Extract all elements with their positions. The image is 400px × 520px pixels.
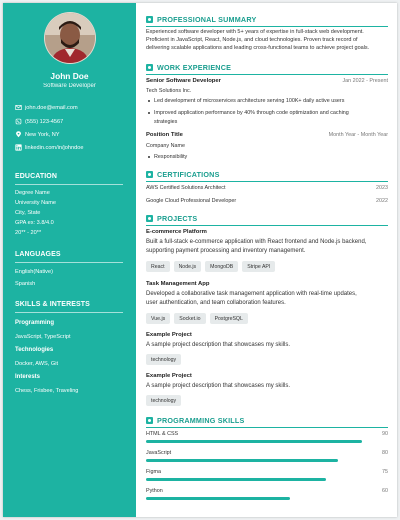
tech-tag: MongoDB — [205, 261, 238, 272]
summary-line: delivering scalable applications and leading cross-functional teams to achieve project goals. — [146, 45, 370, 51]
linkedin-icon — [15, 144, 22, 151]
tech-tag: PostgreSQL — [210, 313, 248, 324]
tech-tag: Node.js — [174, 261, 202, 272]
project-desc: supporting payment processing and inventory management. — [146, 248, 306, 254]
skill-name: Python — [146, 488, 163, 494]
contact-linkedin-text: linkedin.com/in/johndoe — [25, 144, 84, 151]
certification-name: AWS Certified Solutions Architect — [146, 185, 226, 191]
skill-group-title: Interests — [15, 374, 41, 380]
programming-skills-section-icon — [146, 417, 153, 424]
project-desc: A sample project description that showcases my skills. — [146, 342, 291, 348]
contact-location — [15, 131, 60, 138]
phone-icon — [15, 118, 22, 125]
project-tags — [146, 261, 275, 272]
job-dates: Jan 2022 - Present — [342, 78, 388, 84]
skill-bar — [146, 497, 386, 500]
location-icon — [15, 131, 22, 138]
experience-heading — [146, 63, 231, 72]
skill-bar-fill — [146, 440, 362, 443]
project-desc: Built a full-stack e-commerce application with React frontend and Node.js backend, — [146, 239, 367, 245]
skill-bar-fill — [146, 459, 338, 462]
languages-heading: LANGUAGES — [15, 251, 61, 258]
projects-heading-text: PROJECTS — [157, 214, 198, 223]
profile-name: John Doe — [50, 71, 89, 81]
project-tags — [146, 313, 248, 324]
contact-location-text: New York, NY — [25, 131, 60, 138]
experience-heading-text: WORK EXPERIENCE — [157, 63, 232, 72]
experience-divider — [146, 74, 388, 75]
education-line: University Name — [15, 200, 57, 206]
summary-heading-text: PROFESSIONAL SUMMARY — [157, 15, 257, 24]
email-icon — [15, 104, 22, 111]
skill-value: 60 — [382, 488, 388, 494]
tech-tag: React — [146, 261, 170, 272]
skill-group-title: Programming — [15, 320, 55, 326]
skill-bar — [146, 440, 386, 443]
sidebar — [3, 3, 136, 517]
education-heading: EDUCATION — [15, 173, 57, 180]
education-line: City, State — [15, 210, 41, 216]
profile-title: Software Developer — [43, 83, 96, 89]
skill-value: 80 — [382, 450, 388, 456]
summary-divider — [146, 26, 388, 27]
job-company: Company Name — [146, 143, 185, 149]
projects-section-icon — [146, 215, 153, 222]
certifications-section-icon — [146, 171, 153, 178]
projects-heading — [146, 214, 197, 223]
skill-name: HTML & CSS — [146, 431, 179, 437]
project-name: Task Management App — [146, 281, 210, 287]
skill-group-text: Docker, AWS, Git — [15, 361, 58, 367]
project-name: E-commerce Platform — [146, 229, 207, 235]
job-company: Tech Solutions Inc. — [146, 88, 192, 94]
education-line: Degree Name — [15, 190, 50, 196]
skill-bar — [146, 459, 386, 462]
projects-divider — [146, 225, 388, 226]
certification-year: 2023 — [376, 185, 388, 191]
certification-name: Google Cloud Professional Developer — [146, 198, 237, 204]
languages-divider — [15, 262, 123, 263]
tech-tag: Socket.io — [174, 313, 205, 324]
resume-page — [3, 3, 397, 517]
skills-interests-heading: SKILLS & INTERESTS — [15, 301, 90, 308]
job-title: Position Title — [146, 132, 183, 138]
experience-section-icon — [146, 64, 153, 71]
project-tags — [146, 354, 181, 365]
job-dates: Month Year - Month Year — [328, 132, 388, 138]
skill-value: 90 — [382, 431, 388, 437]
summary-section-icon — [146, 16, 153, 23]
project-name: Example Project — [146, 373, 192, 379]
summary-line: Experienced software developer with 5+ years of expertise in full-stack web development. — [146, 29, 364, 35]
skill-name: Figma — [146, 469, 161, 475]
skill-bar-fill — [146, 497, 290, 500]
certifications-heading — [146, 170, 220, 179]
skill-group-text: JavaScript, TypeScript — [15, 334, 71, 340]
avatar — [44, 12, 96, 64]
skill-group-text: Chess, Frisbee, Traveling — [15, 388, 79, 394]
skill-bar — [146, 478, 386, 481]
education-line: GPA ex: 3.8/4.0 — [15, 220, 54, 226]
job-bullet-continuation: strategies — [154, 119, 178, 125]
job-bullet: Improved application performance by 40% through code optimization and caching — [154, 109, 386, 117]
tech-tag: Vue.js — [146, 313, 170, 324]
project-desc: Developed a collaborative task management application with real-time updates, — [146, 291, 357, 297]
programming-skills-heading-text: PROGRAMMING SKILLS — [157, 416, 245, 425]
job-bullet: Led development of microservices architecture serving 100K+ daily active users — [154, 97, 386, 105]
language-item: English(Native) — [15, 269, 53, 275]
tech-tag: technology — [146, 395, 181, 406]
skill-value: 75 — [382, 469, 388, 475]
job-bullet: Responsibility — [154, 153, 386, 161]
certifications-divider — [146, 181, 388, 182]
skills-interests-divider — [15, 312, 123, 313]
contact-email-text: john.doe@email.com — [25, 104, 78, 111]
tech-tag: Stripe API — [242, 261, 275, 272]
skill-group-title: Technologies — [15, 347, 54, 353]
project-desc: user authentication, and team collaboration features. — [146, 300, 286, 306]
contact-phone[interactable] — [15, 118, 63, 125]
contact-email[interactable] — [15, 104, 78, 111]
programming-skills-heading — [146, 416, 244, 425]
skill-bar-fill — [146, 478, 326, 481]
project-desc: A sample project description that showcases my skills. — [146, 383, 291, 389]
job-title: Senior Software Developer — [146, 78, 221, 84]
education-divider — [15, 184, 123, 185]
contact-phone-text: (555) 123-4567 — [25, 118, 64, 125]
language-item: Spanish — [15, 281, 36, 287]
skill-name: JavaScript — [146, 450, 172, 456]
certifications-heading-text: CERTIFICATIONS — [157, 170, 220, 179]
project-name: Example Project — [146, 332, 192, 338]
summary-heading — [146, 15, 256, 24]
project-tags — [146, 395, 181, 406]
programming-skills-divider — [146, 427, 388, 428]
tech-tag: technology — [146, 354, 181, 365]
summary-line: Proficient in JavaScript, React, Node.js, and cloud technologies. Proven track record of — [146, 37, 358, 43]
contact-linkedin[interactable] — [15, 144, 83, 151]
education-line: 20** - 20** — [15, 230, 42, 236]
certification-year: 2022 — [376, 198, 388, 204]
